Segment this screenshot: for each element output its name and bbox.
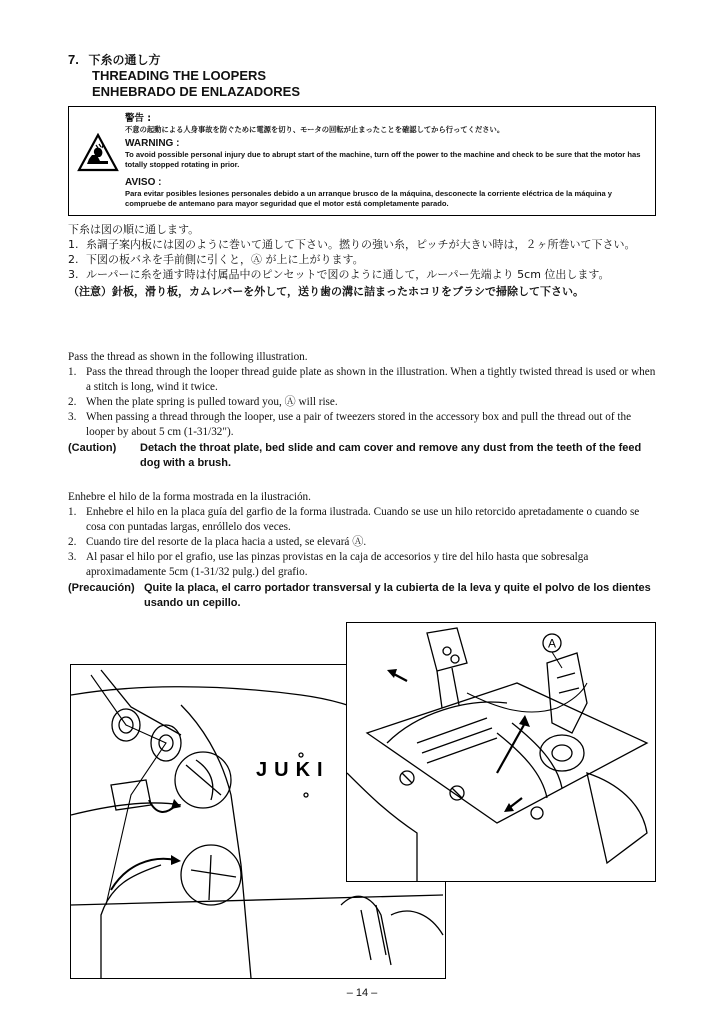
es-caution <box>68 581 664 611</box>
warning-en-heading: WARNING : <box>125 138 180 149</box>
looper-closeup-illustration <box>346 622 656 882</box>
section-title-es: ENHEBRADO DE ENLAZADORES <box>92 84 301 99</box>
list-item: 3. When passing a thread through the looper, use a pair of tweezers stored in the accessory box and pull the thread out of the looper by about 5 cm (1-31/32"). <box>68 411 632 438</box>
label-a: A <box>547 636 557 651</box>
en-caution <box>68 441 658 471</box>
section-title-jp: 下糸の通し方 <box>88 53 161 67</box>
list-item: 1. Pass the thread through the looper thread guide plate as shown in the illustration. When a tightly twisted thread is used or when a stitch is long, wind it twice. <box>68 366 656 393</box>
english-instructions <box>68 350 658 471</box>
warning-jp-text: 不意の起動による人身事故を防ぐために電源を切り、モータの回転が止まったことを確認してから行ってください。 <box>125 125 505 134</box>
es-caution-label: (Precaución) <box>68 582 135 594</box>
section-heading <box>68 52 160 68</box>
page-number: – 14 – <box>346 987 378 999</box>
hand-injury-warning-icon <box>77 133 119 173</box>
en-intro: Pass the thread as shown in the following illustration. <box>68 351 308 363</box>
list-item: 3. Al pasar el hilo por el grafio, use las pinzas provistas en la caja de accesorios y tire del hilo hasta que sobresalga aproximadamente 5cm (1-31/32 pulg.) del grafio. <box>68 551 589 578</box>
en-caution-label: (Caution) <box>68 442 117 454</box>
spanish-instructions <box>68 490 658 611</box>
list-item: 2. When the plate spring is pulled toward you, Ⓐ will rise. <box>68 396 338 408</box>
warning-es-text: Para evitar posibles lesiones personales debido a un arranque brusco de la máquina, desconecte la corriente eléctrica de la máquina y compruebe de antemano para mayor seguridad que el motor está completamente parado. <box>125 189 613 208</box>
warning-jp-heading: 警告 : <box>125 113 152 124</box>
section-title-en: THREADING THE LOOPERS <box>92 68 267 83</box>
list-item: 1. Enhebre el hilo en la placa guía del garfio de la forma ilustrada. Cuando se use un hilo retorcido apretadamente o cuando se cosa con puntadas largas, enróllelo dos veces. <box>68 506 640 533</box>
jp-caution: （注意）針板，滑り板，カムレバーを外して，送り歯の溝に詰まったホコリをブラシで掃除して下さい。 <box>68 285 585 298</box>
looper-mechanism-drawing <box>347 623 655 881</box>
es-caution-text: Quite la placa, el carro portador transversal y la cubierta de la leva y quite el polvo de los dientes usando un cepillo. <box>144 582 651 609</box>
warning-box <box>68 106 656 216</box>
es-intro: Enhebre el hilo de la forma mostrada en la ilustración. <box>68 491 311 503</box>
list-item: 3. ルーパーに糸を通す時は付属品中のピンセットで図のように通して，ルーパー先端より 5cm 位出します。 <box>68 268 610 281</box>
japanese-instructions <box>68 222 658 299</box>
list-item: 2. 下図の板バネを手前側に引くと，Ⓐ が上に上がります。 <box>68 253 364 266</box>
warning-en-text: To avoid possible personal injury due to abrupt start of the machine, turn off the power to the machine and check to be sure that the motor has totally stopped rotating in prior. <box>125 150 641 169</box>
warning-es-heading: AVISO : <box>125 177 162 188</box>
list-item: 1. 糸調子案内板には図のように巻いて通して下さい。撚りの強い糸，ピッチが大きい時は，２ヶ所巻いて下さい。 <box>68 238 636 251</box>
list-item: 2. Cuando tire del resorte de la placa hacia a usted, se elevará Ⓐ. <box>68 536 367 548</box>
en-caution-text: Detach the throat plate, bed slide and cam cover and remove any dust from the teeth of the feed dog with a brush. <box>140 442 642 469</box>
section-number: 7. <box>68 52 79 67</box>
juki-logo: JUKI <box>256 759 330 781</box>
jp-intro: 下糸は図の順に通します。 <box>68 223 200 236</box>
